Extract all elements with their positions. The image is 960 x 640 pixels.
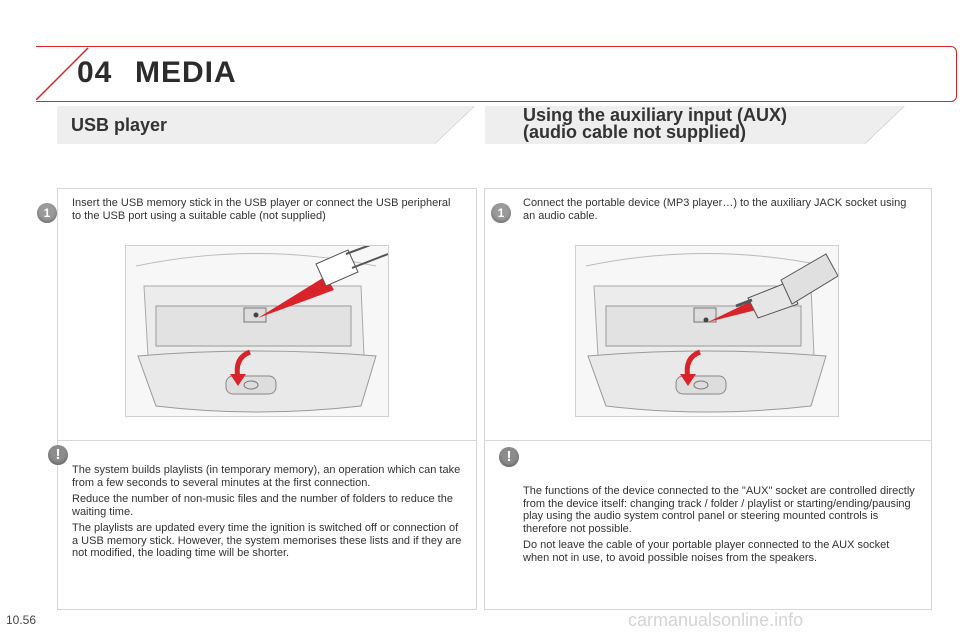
- jack-plug-illustration: [576, 246, 838, 416]
- aux-section-header: [485, 106, 905, 144]
- usb-step-text: Insert the USB memory stick in the USB player or connect the USB peripheral to the USB port using a suitable cable (not supplied): [72, 197, 451, 222]
- usb-warning-panel: [57, 440, 477, 610]
- aux-step-text: Connect the portable device (MP3 player…) to the auxiliary JACK socket using an audio cable.: [523, 197, 907, 222]
- usb-connector-illustration: [126, 246, 388, 416]
- aux-note-2: Do not leave the cable of your portable player connected to the AUX socket when not in use, to avoid possible noises from the speakers.: [523, 539, 890, 564]
- usb-instruction-panel: [43, 188, 477, 442]
- warning-icon: !: [48, 445, 68, 465]
- aux-note-1: The functions of the device connected to the "AUX" socket are controlled directly from the device itself: changing track / folder / playlist or starting/ending/pausing play using the audio system control panel or steering mounted controls is therefore not possible.: [523, 485, 915, 535]
- usb-section-title: USB player: [71, 115, 168, 135]
- usb-note-2: Reduce the number of non-music files and the number of folders to reduce the waiting time.: [72, 493, 453, 518]
- usb-note-1: The system builds playlists (in temporary memory), an operation which can take from a few seconds to several minutes at the first connection.: [72, 464, 461, 489]
- aux-section-title-line1: Using the auxiliary input (AUX): [523, 106, 788, 125]
- chapter-number: 04: [77, 56, 113, 89]
- chapter-title: MEDIA: [135, 56, 237, 89]
- page-number: 10.56: [6, 613, 37, 627]
- fold-corner-decoration: [845, 106, 905, 144]
- aux-warning-panel: [484, 440, 932, 610]
- fold-corner-decoration: [415, 106, 475, 144]
- usb-note-3: The playlists are updated every time the ignition is switched off or connection of a USB memory stick. However, the system memorises these lists and if they are not modified, the loading time will be shorter.: [72, 522, 462, 559]
- usb-figure: [125, 245, 389, 417]
- step-badge: 1: [37, 203, 57, 223]
- aux-section-title-line2: (audio cable not supplied): [523, 122, 747, 142]
- watermark: carmanualsonline.info: [628, 610, 804, 630]
- aux-instruction-panel: [484, 188, 932, 442]
- aux-notes: [523, 485, 918, 568]
- usb-notes: [72, 464, 464, 564]
- warning-icon: !: [499, 447, 519, 467]
- step-badge: 1: [491, 203, 511, 223]
- usb-section-header: [57, 106, 475, 144]
- aux-figure: [575, 245, 839, 417]
